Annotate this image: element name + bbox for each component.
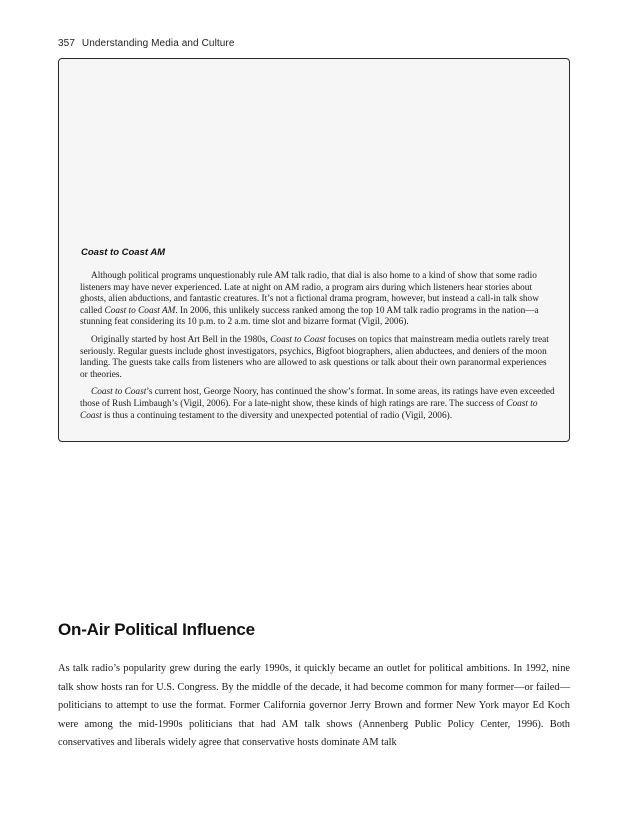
text-run: Originally started by host Art Bell in the 1980s, (91, 334, 271, 345)
book-title: Understanding Media and Culture (81, 38, 235, 49)
text-run: Although political programs unquestionably rule AM talk radio, that dial is also home to a kind of show that some radio listeners may have never experienced. Late at night on AM radio, a program airs during which listeners hear stories about ghosts, alien abductions, and fantastic creatures. It’s not a fictional drama program, however, but instead a call-in talk show called (80, 271, 539, 316)
text-run: focuses on topics that mainstream media outlets rarely treat seriously. Regular guests include ghost investigators, psychics, Bigfoot biographers, alien abductees, and deniers of the moon landing. The guests take calls from listeners who are allowed to ask questions or talk about their own paranormal experiences or theories. (80, 334, 549, 380)
show-title-emphasis: Coast to Coast AM (104, 305, 176, 316)
textbox-body (81, 247, 556, 428)
show-title-emphasis: Coast to Coast (270, 334, 326, 345)
sidebar-textbox (58, 58, 570, 442)
body-paragraph: As talk radio’s popularity grew during the early 1990s, it quickly became an outlet for political ambitions. In 1992, nine talk show hosts ran for U.S. Congress. By the middle of the decade, it had become common for many former—or failed—politicians to attempt to use the format. Former California governor Jerry Brown and former New York mayor Ed Koch were among the mid-1990s politicians that had AM talk shows (Annenberg Public Policy Center, 1996). Both conservatives and liberals widely agree that conservative hosts dominate AM talk (58, 663, 570, 749)
page-number: 357 (58, 38, 75, 49)
textbox-title: Coast to Coast AM (81, 247, 166, 258)
textbox-paragraph-1 (80, 271, 556, 329)
running-header (58, 38, 235, 49)
show-title-emphasis: Coast to Coast (80, 398, 538, 421)
textbox-paragraph-3 (80, 387, 556, 422)
text-run: . In 2006, this unlikely success ranked among the top 10 AM talk radio programs in the nation—a stunning feat considering its 10 p.m. to 2 a.m. time slot and bizarre format (Vigil, 2006). (80, 305, 539, 328)
show-title-emphasis: Coast to Coast (91, 387, 147, 398)
textbox-paragraph-2 (80, 335, 556, 381)
text-run: is thus a continuing testament to the diversity and unexpected potential of radio (Vigil, 2006). (101, 410, 453, 421)
section-heading: On-Air Political Influence (58, 620, 255, 639)
text-run: ’s current host, George Noory, has continued the show’s format. In some areas, its ratings have even exceeded those of Rush Limbaugh’s (Vigil, 2006). For a late-night show, these kinds of high ratings are rare. The success of (80, 387, 555, 409)
